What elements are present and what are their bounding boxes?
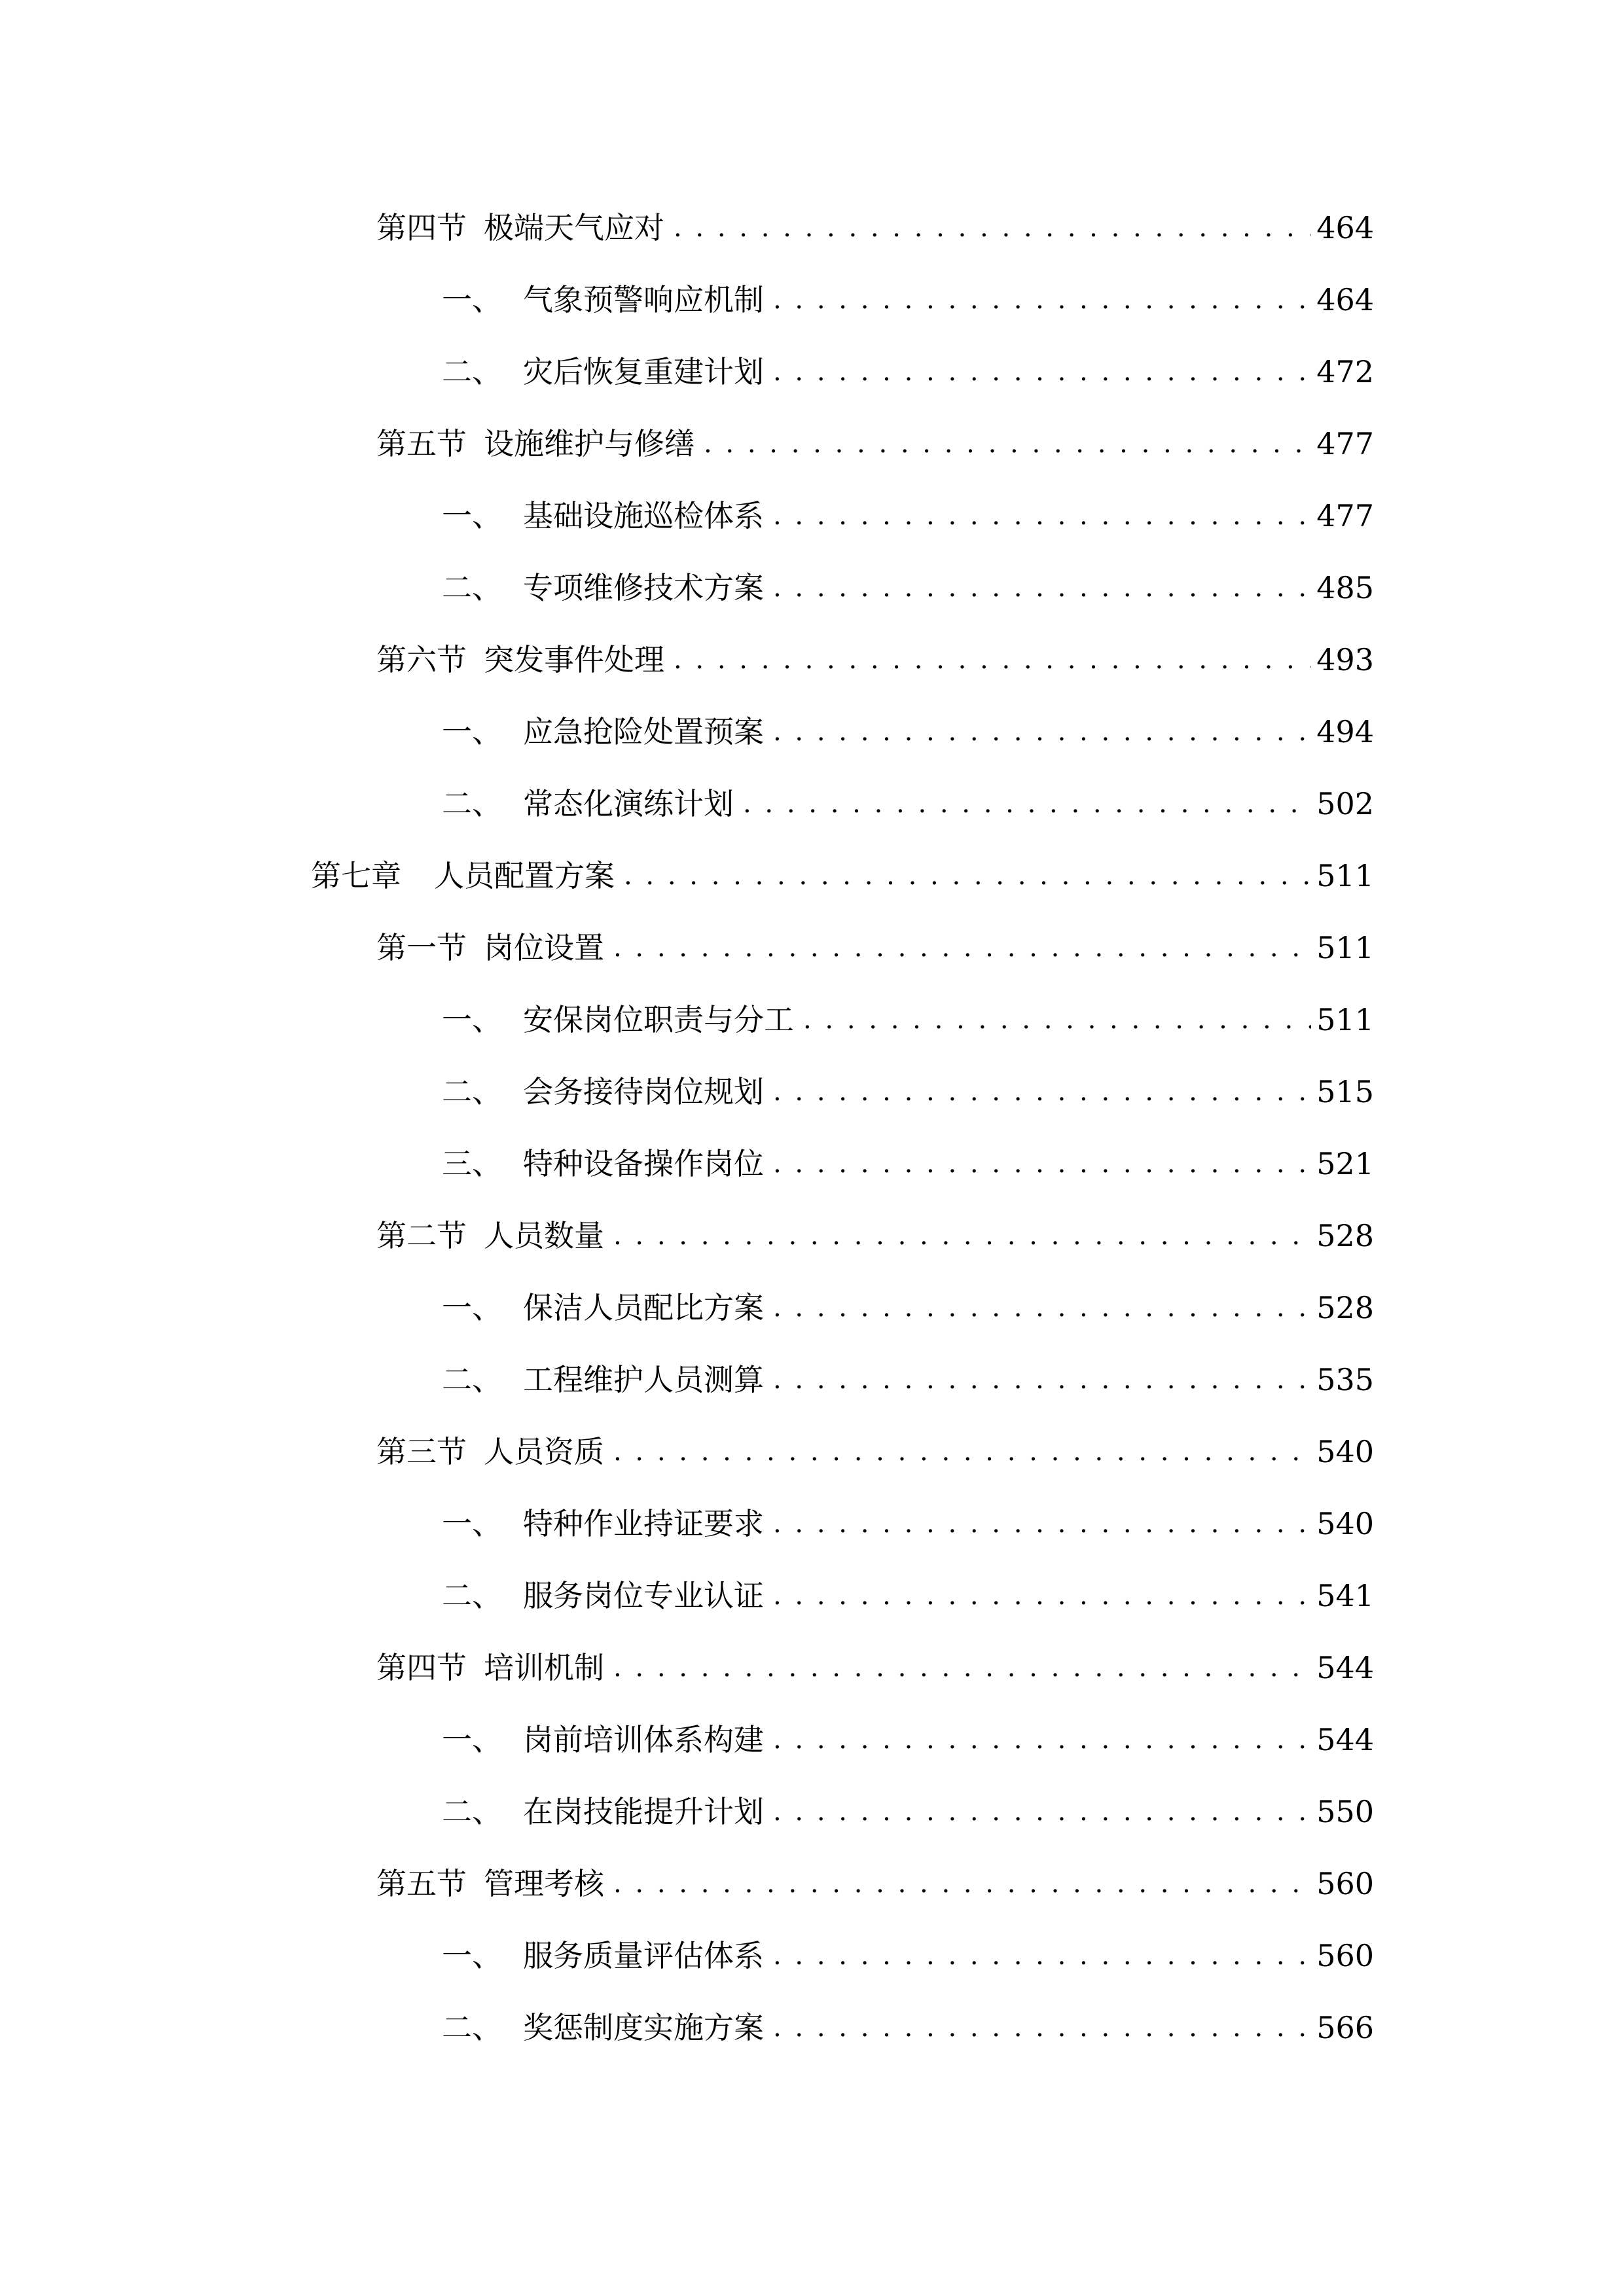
entry-prefix: 第七章 bbox=[311, 858, 401, 893]
dot-leader bbox=[773, 1929, 1311, 1982]
entry-prefix: 一、 bbox=[442, 1938, 502, 1973]
entry-page-number: 560 bbox=[1316, 1938, 1374, 1973]
dot-leader bbox=[773, 1713, 1311, 1766]
entry-title: 专项维修技术方案 bbox=[523, 570, 764, 605]
entry-title: 岗前培训体系构建 bbox=[523, 1722, 764, 1757]
toc-entry[interactable] bbox=[376, 1641, 1374, 1694]
entry-page-number: 502 bbox=[1316, 786, 1374, 821]
entry-prefix: 第四节 bbox=[376, 1650, 467, 1685]
entry-page-number: 535 bbox=[1316, 1362, 1374, 1397]
entry-prefix: 二、 bbox=[442, 1074, 502, 1109]
entry-prefix: 一、 bbox=[442, 498, 502, 533]
entry-title: 人员数量 bbox=[484, 1218, 604, 1253]
entry-page-number: 511 bbox=[1316, 1002, 1374, 1037]
entry-page-number: 494 bbox=[1316, 714, 1374, 749]
entry-prefix: 第五节 bbox=[376, 1866, 467, 1901]
entry-prefix: 一、 bbox=[442, 1506, 502, 1541]
entry-title: 在岗技能提升计划 bbox=[523, 1794, 764, 1829]
toc-entry[interactable] bbox=[442, 490, 1374, 542]
entry-title: 特种作业持证要求 bbox=[523, 1506, 764, 1541]
entry-page-number: 464 bbox=[1316, 282, 1374, 317]
entry-page-number: 464 bbox=[1316, 210, 1374, 245]
entry-page-number: 544 bbox=[1316, 1722, 1374, 1757]
entry-prefix: 第五节 bbox=[376, 426, 467, 461]
entry-title: 极端天气应对 bbox=[484, 210, 664, 245]
dot-leader bbox=[773, 1785, 1311, 1838]
toc-entry[interactable] bbox=[442, 1498, 1374, 1550]
entry-title: 常态化演练计划 bbox=[523, 786, 734, 821]
entry-page-number: 472 bbox=[1316, 354, 1374, 389]
dot-leader bbox=[613, 1210, 1311, 1262]
entry-prefix: 第四节 bbox=[376, 210, 467, 245]
dot-leader bbox=[773, 1138, 1311, 1190]
entry-page-number: 544 bbox=[1316, 1650, 1374, 1685]
entry-title: 培训机制 bbox=[484, 1650, 604, 1685]
entry-title: 人员配置方案 bbox=[434, 858, 615, 893]
entry-prefix: 二、 bbox=[442, 1794, 502, 1829]
dot-leader bbox=[743, 778, 1311, 830]
toc-entry[interactable] bbox=[442, 1570, 1374, 1622]
toc-entry[interactable] bbox=[442, 1282, 1374, 1334]
entry-title: 基础设施巡检体系 bbox=[523, 498, 764, 533]
entry-prefix: 二、 bbox=[442, 2010, 502, 2045]
dot-leader bbox=[773, 2001, 1311, 2054]
toc-entry[interactable] bbox=[442, 1066, 1374, 1118]
entry-prefix: 二、 bbox=[442, 786, 502, 821]
dot-leader bbox=[773, 1354, 1311, 1406]
entry-prefix: 三、 bbox=[442, 1146, 502, 1181]
entry-title: 工程维护人员测算 bbox=[523, 1362, 764, 1397]
entry-page-number: 541 bbox=[1316, 1578, 1374, 1613]
toc-entry[interactable] bbox=[376, 418, 1374, 470]
entry-prefix: 一、 bbox=[442, 714, 502, 749]
entry-prefix: 第二节 bbox=[376, 1218, 467, 1253]
entry-page-number: 540 bbox=[1316, 1506, 1374, 1541]
dot-leader bbox=[613, 1426, 1311, 1478]
entry-page-number: 493 bbox=[1316, 642, 1374, 677]
entry-title: 岗位设置 bbox=[484, 930, 604, 965]
toc-entry[interactable] bbox=[442, 346, 1374, 398]
dot-leader bbox=[613, 1641, 1311, 1694]
entry-title: 人员资质 bbox=[484, 1434, 604, 1469]
toc-entry[interactable] bbox=[442, 1929, 1374, 1982]
toc-entry[interactable] bbox=[376, 922, 1374, 974]
entry-title: 保洁人员配比方案 bbox=[523, 1290, 764, 1325]
toc-entry[interactable] bbox=[376, 202, 1374, 254]
dot-leader bbox=[773, 1066, 1311, 1118]
entry-prefix: 一、 bbox=[442, 282, 502, 317]
entry-title: 管理考核 bbox=[484, 1866, 604, 1901]
dot-leader bbox=[624, 850, 1311, 902]
toc-entry[interactable] bbox=[442, 994, 1374, 1046]
entry-page-number: 515 bbox=[1316, 1074, 1374, 1109]
toc-entry[interactable] bbox=[376, 1210, 1374, 1262]
entry-page-number: 528 bbox=[1316, 1218, 1374, 1253]
dot-leader bbox=[773, 706, 1311, 758]
entry-title: 服务质量评估体系 bbox=[523, 1938, 764, 1973]
dot-leader bbox=[773, 562, 1311, 614]
entry-page-number: 511 bbox=[1316, 858, 1374, 893]
toc-entry[interactable] bbox=[442, 1354, 1374, 1406]
entry-title: 灾后恢复重建计划 bbox=[523, 354, 764, 389]
dot-leader bbox=[613, 1857, 1311, 1910]
entry-page-number: 477 bbox=[1316, 498, 1374, 533]
toc-entry[interactable] bbox=[442, 778, 1374, 830]
toc-entry[interactable] bbox=[442, 274, 1374, 326]
dot-leader bbox=[803, 994, 1311, 1046]
dot-leader bbox=[773, 346, 1311, 398]
dot-leader bbox=[773, 490, 1311, 542]
toc-entry[interactable] bbox=[442, 1138, 1374, 1190]
dot-leader bbox=[773, 1498, 1311, 1550]
toc-entry[interactable] bbox=[442, 1785, 1374, 1838]
entry-prefix: 第六节 bbox=[376, 642, 467, 677]
entry-title: 气象预警响应机制 bbox=[523, 282, 764, 317]
entry-title: 特种设备操作岗位 bbox=[523, 1146, 764, 1181]
toc-entry[interactable] bbox=[376, 1426, 1374, 1478]
toc-entry[interactable] bbox=[376, 1857, 1374, 1910]
entry-page-number: 528 bbox=[1316, 1290, 1374, 1325]
entry-prefix: 一、 bbox=[442, 1290, 502, 1325]
entry-page-number: 566 bbox=[1316, 2010, 1374, 2045]
dot-leader bbox=[674, 634, 1311, 686]
entry-prefix: 二、 bbox=[442, 354, 502, 389]
entry-prefix: 二、 bbox=[442, 570, 502, 605]
entry-page-number: 550 bbox=[1316, 1794, 1374, 1829]
toc-entry[interactable] bbox=[442, 706, 1374, 758]
entry-title: 应急抢险处置预案 bbox=[523, 714, 764, 749]
toc-entry[interactable] bbox=[311, 850, 1374, 902]
entry-prefix: 二、 bbox=[442, 1578, 502, 1613]
entry-page-number: 560 bbox=[1316, 1866, 1374, 1901]
toc-entry[interactable] bbox=[442, 562, 1374, 614]
entry-prefix: 第一节 bbox=[376, 930, 467, 965]
dot-leader bbox=[773, 1282, 1311, 1334]
entry-page-number: 540 bbox=[1316, 1434, 1374, 1469]
entry-page-number: 521 bbox=[1316, 1146, 1374, 1181]
entry-page-number: 485 bbox=[1316, 570, 1374, 605]
entry-prefix: 一、 bbox=[442, 1722, 502, 1757]
entry-prefix: 一、 bbox=[442, 1002, 502, 1037]
entry-title: 安保岗位职责与分工 bbox=[523, 1002, 794, 1037]
entry-title: 会务接待岗位规划 bbox=[523, 1074, 764, 1109]
dot-leader bbox=[613, 922, 1311, 974]
entry-title: 突发事件处理 bbox=[484, 642, 664, 677]
dot-leader bbox=[773, 274, 1311, 326]
dot-leader bbox=[674, 202, 1311, 254]
entry-page-number: 511 bbox=[1316, 930, 1374, 965]
entry-prefix: 二、 bbox=[442, 1362, 502, 1397]
entry-title: 设施维护与修缮 bbox=[484, 426, 695, 461]
entry-page-number: 477 bbox=[1316, 426, 1374, 461]
toc-entry[interactable] bbox=[376, 634, 1374, 686]
entry-title: 奖惩制度实施方案 bbox=[523, 2010, 764, 2045]
entry-prefix: 第三节 bbox=[376, 1434, 467, 1469]
toc-entry[interactable] bbox=[442, 1713, 1374, 1766]
dot-leader bbox=[773, 1570, 1311, 1622]
entry-title: 服务岗位专业认证 bbox=[523, 1578, 764, 1613]
dot-leader bbox=[704, 418, 1311, 470]
toc-entry[interactable] bbox=[442, 2001, 1374, 2054]
